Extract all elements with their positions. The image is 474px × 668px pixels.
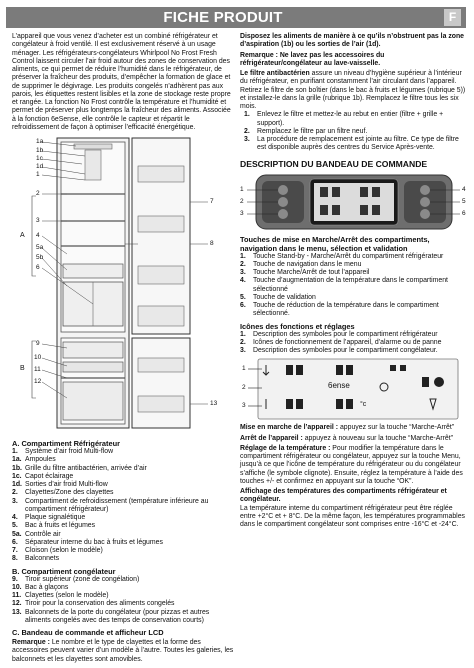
list-item: 7. Cloison (selon le modèle) — [12, 547, 103, 554]
panel-callout-4: 4 — [462, 185, 466, 193]
lcd-icons-drawing — [240, 357, 468, 421]
lcd-icons-diagram — [240, 357, 468, 421]
section-c-remark: Remarque : Le nombre et le type de clayettes et la forme des accessoires peuvent varier d’un modèle à l’autre. Toutes les galeries, les balconnets et les clayettes sont amovibles. — [12, 639, 234, 663]
panel-callout-6: 6 — [462, 209, 466, 217]
stop-paragraph: Arrêt de l’appareil : appuyez à nouveau sur la touche “Marche-Arrêt” — [240, 434, 453, 442]
list-item: 1. Touche Stand-by - Marche/Arrêt du compartiment réfrigérateur — [240, 252, 444, 260]
sense-label: 6ense — [328, 381, 350, 391]
list-item: 1. Description des symboles pour le compartiment réfrigérateur — [240, 330, 438, 338]
intro-paragraph: L’appareil que vous venez d’acheter est un combiné réfrigérateur et congélateur à froid ventilé. Il est exclusivement réservé à un usage ménager. Les réfrigérateurs-congélateurs Whirlpool No Frost Fresh Control laissent circuler l’air froid autour des zones de conservation des aliments, ce qui permet de réduire l’humidité dans le réfrigérateur, de préserver la fraîcheur des produits, d’empêcher la formation de glace et de supprimer le dégivrage. Les produits congelés n’adhèrent pas aux parois, les étiquettes restent lisibles et la zone de stockage reste propre et rangée. La fonction No Frost contrôle la température et l’humidité et permet de préserver plus longtemps la fraîcheur des aliments. Associée à la fonction 6eSense, elle contrôle le capteur et répartit le refroidissement de façon à optimiser l’efficacité énergétique. — [12, 33, 231, 131]
language-badge: F — [444, 9, 461, 26]
list-item: 4. Touche d’augmentation de la température dans le compartiment sélectionné — [240, 277, 448, 293]
panel-callout-2: 2 — [240, 197, 244, 205]
list-item: 1a. Ampoules — [12, 456, 56, 464]
control-panel-diagram — [240, 173, 468, 231]
page-title: FICHE PRODUIT — [163, 9, 283, 26]
section-b-title: B. Compartiment congélateur — [12, 566, 116, 576]
list-item: 12. Tiroir pour la conservation des aliments congelés — [12, 600, 175, 608]
dishwasher-note: Remarque : Ne lavez pas les accessoires du réfrigérateur/congélateur au lave-vaisselle. — [240, 51, 385, 67]
fridge-diagram — [12, 136, 234, 436]
list-item: 9. Tiroir supérieur (zone de congélation) — [12, 575, 140, 583]
left-column — [12, 33, 234, 664]
callout-4: 4 — [36, 232, 40, 239]
panel-section-title: DESCRIPTION DU BANDEAU DE COMMANDE — [240, 158, 428, 169]
panel-callout-5: 5 — [462, 197, 466, 205]
section-a-title: A. Compartiment Réfrigérateur — [12, 439, 121, 448]
callout-10: 10 — [34, 354, 42, 361]
icon-callout-1: 1 — [242, 365, 246, 373]
callout-5a: 5a — [36, 244, 44, 251]
panel-callout-3: 3 — [240, 209, 244, 217]
list-item: 3. Touche Marche/Arrêt de tout l’appareil — [240, 269, 370, 276]
list-item: 5a. Contrôle air — [12, 530, 61, 538]
section-c-title: C. Bandeau de commande et afficheur LCD — [12, 628, 164, 637]
filter-paragraph: Le filtre antibactérien assure un niveau d’hygiène supérieur à l’intérieur du réfrigérateur, en purifiant constamment l’air circulant dans l’appareil. Retirez le filtre de son boîtier (dans le bac à fruits et légumes (rubrique 5)) et installez-le dans la grille (rubrique 1b). Remplacez le filtre tous les six mois. — [240, 70, 466, 110]
callout-1b: 1b — [36, 147, 44, 154]
list-item: 8. Balconnets — [12, 555, 60, 563]
airflow-note: Disposez les aliments de manière à ce qu’ils n’obstruent pas la zone d’aspiration (1b) ou les sorties de l’air (1d). — [240, 33, 465, 49]
list-item: 11. Clayettes (selon le modèle) — [12, 592, 109, 599]
callout-2: 2 — [36, 190, 40, 197]
list-item: 6. Séparateur interne du bac à fruits et légumes — [12, 538, 163, 546]
icon-callout-2: 2 — [242, 384, 246, 392]
list-item: 5. Bac à fruits et légumes — [12, 522, 96, 530]
icon-callout-3: 3 — [242, 402, 246, 410]
list-item: 1. Système d’air froid Multi-flow — [12, 448, 114, 455]
callout-1: 1 — [36, 171, 40, 178]
group-label-a: A — [20, 232, 25, 239]
list-item: 1. Enlevez le filtre et mettez-le au rebut en entier (filtre + grille + support). — [244, 111, 444, 127]
control-panel-drawing — [240, 173, 468, 231]
touch-section-title: Touches de mise en Marche/Arrêt des compartiments, navigation dans le menu, sélection et validation — [240, 234, 430, 253]
section-a-list — [12, 448, 234, 564]
list-item: 2. Clayettes/Zone des clayettes — [12, 489, 114, 497]
icons-section-title: Icônes des fonctions et réglages — [240, 321, 355, 331]
section-b-list — [12, 576, 234, 626]
callout-1a: 1a — [36, 138, 44, 145]
callout-6: 6 — [36, 264, 40, 271]
panel-callout-1: 1 — [240, 185, 244, 193]
list-item: 1b. Grille du filtre antibactérien, arrivée d’air — [12, 464, 147, 472]
list-item: 2. Icônes de fonctionnement de l’appareil, d’alarme ou de panne — [240, 338, 442, 346]
list-item: 3. Description des symboles pour le compartiment congélateur. — [240, 347, 438, 354]
start-paragraph: Mise en marche de l’appareil : appuyez sur la touche “Marche-Arrêt” — [240, 424, 455, 432]
callout-12: 12 — [34, 378, 42, 385]
callout-8: 8 — [210, 240, 214, 247]
callout-1c: 1c — [36, 155, 43, 162]
temp-paragraph: Réglage de la température : Pour modifier la température dans le compartiment réfrigérateur ou congélateur, appuyez sur la touche Menu, jusqu’à ce que l’icône de température du réfrigérateur ou du congélateur s’affiche (le symbole clignote). Ensuite, réglez la température à l’aide des touches +/- et confirmez en appuyant sur la touche “OK”. — [240, 444, 463, 485]
fridge-drawing — [12, 136, 234, 436]
list-item: 13. Balconnets de la porte du congélateur (pour pizzas et autres aliments congelés avec des temps de conservation courts) — [12, 608, 210, 624]
list-item: 3. La procédure de remplacement est jointe au filtre. Ce type de filtre est disponible auprès des centres du Service Après-vente. — [244, 136, 459, 152]
callout-13: 13 — [210, 400, 218, 407]
callout-9: 9 — [36, 340, 40, 347]
list-item: 3. Compartiment de refroidissement (température inférieure au compartiment réfrigérateur) — [12, 497, 209, 513]
list-item: 1c. Capot éclairage — [12, 472, 74, 480]
right-column — [240, 33, 468, 529]
callout-11: 11 — [34, 366, 41, 373]
list-item: 1d. Sorties d’air froid Multi-flow — [12, 481, 108, 488]
filter-steps-list — [244, 111, 468, 152]
callout-5b: 5b — [36, 254, 44, 261]
callout-1d: 1d — [36, 163, 44, 170]
callout-7: 7 — [210, 198, 214, 205]
list-item: 10. Bac à glaçons — [12, 583, 69, 591]
display-paragraph: La température interne du compartiment réfrigérateur peut être réglée entre +2°C et + 8°C. De la même façon, les températures programmables dans le compartiment congélateur sont comprises entre -16°C et -24°C. — [240, 504, 465, 528]
callout-3: 3 — [36, 217, 40, 224]
touch-list — [240, 253, 468, 319]
page-header — [6, 7, 466, 28]
list-item: 2. Remplacez le filtre par un filtre neuf. — [244, 127, 368, 135]
list-item: 4. Plaque signalétique — [12, 514, 86, 521]
list-item: 2. Touche de navigation dans le menu — [240, 260, 362, 268]
celsius-label: °c — [360, 401, 367, 409]
icons-list — [240, 331, 468, 356]
display-title: Affichage des températures des compartiments réfrigérateur et congélateur. — [240, 488, 447, 504]
group-label-b: B — [20, 365, 25, 372]
list-item: 5. Touche de validation — [240, 293, 316, 301]
list-item: 6. Touche de réduction de la température dans le compartiment sélectionné. — [240, 302, 439, 318]
